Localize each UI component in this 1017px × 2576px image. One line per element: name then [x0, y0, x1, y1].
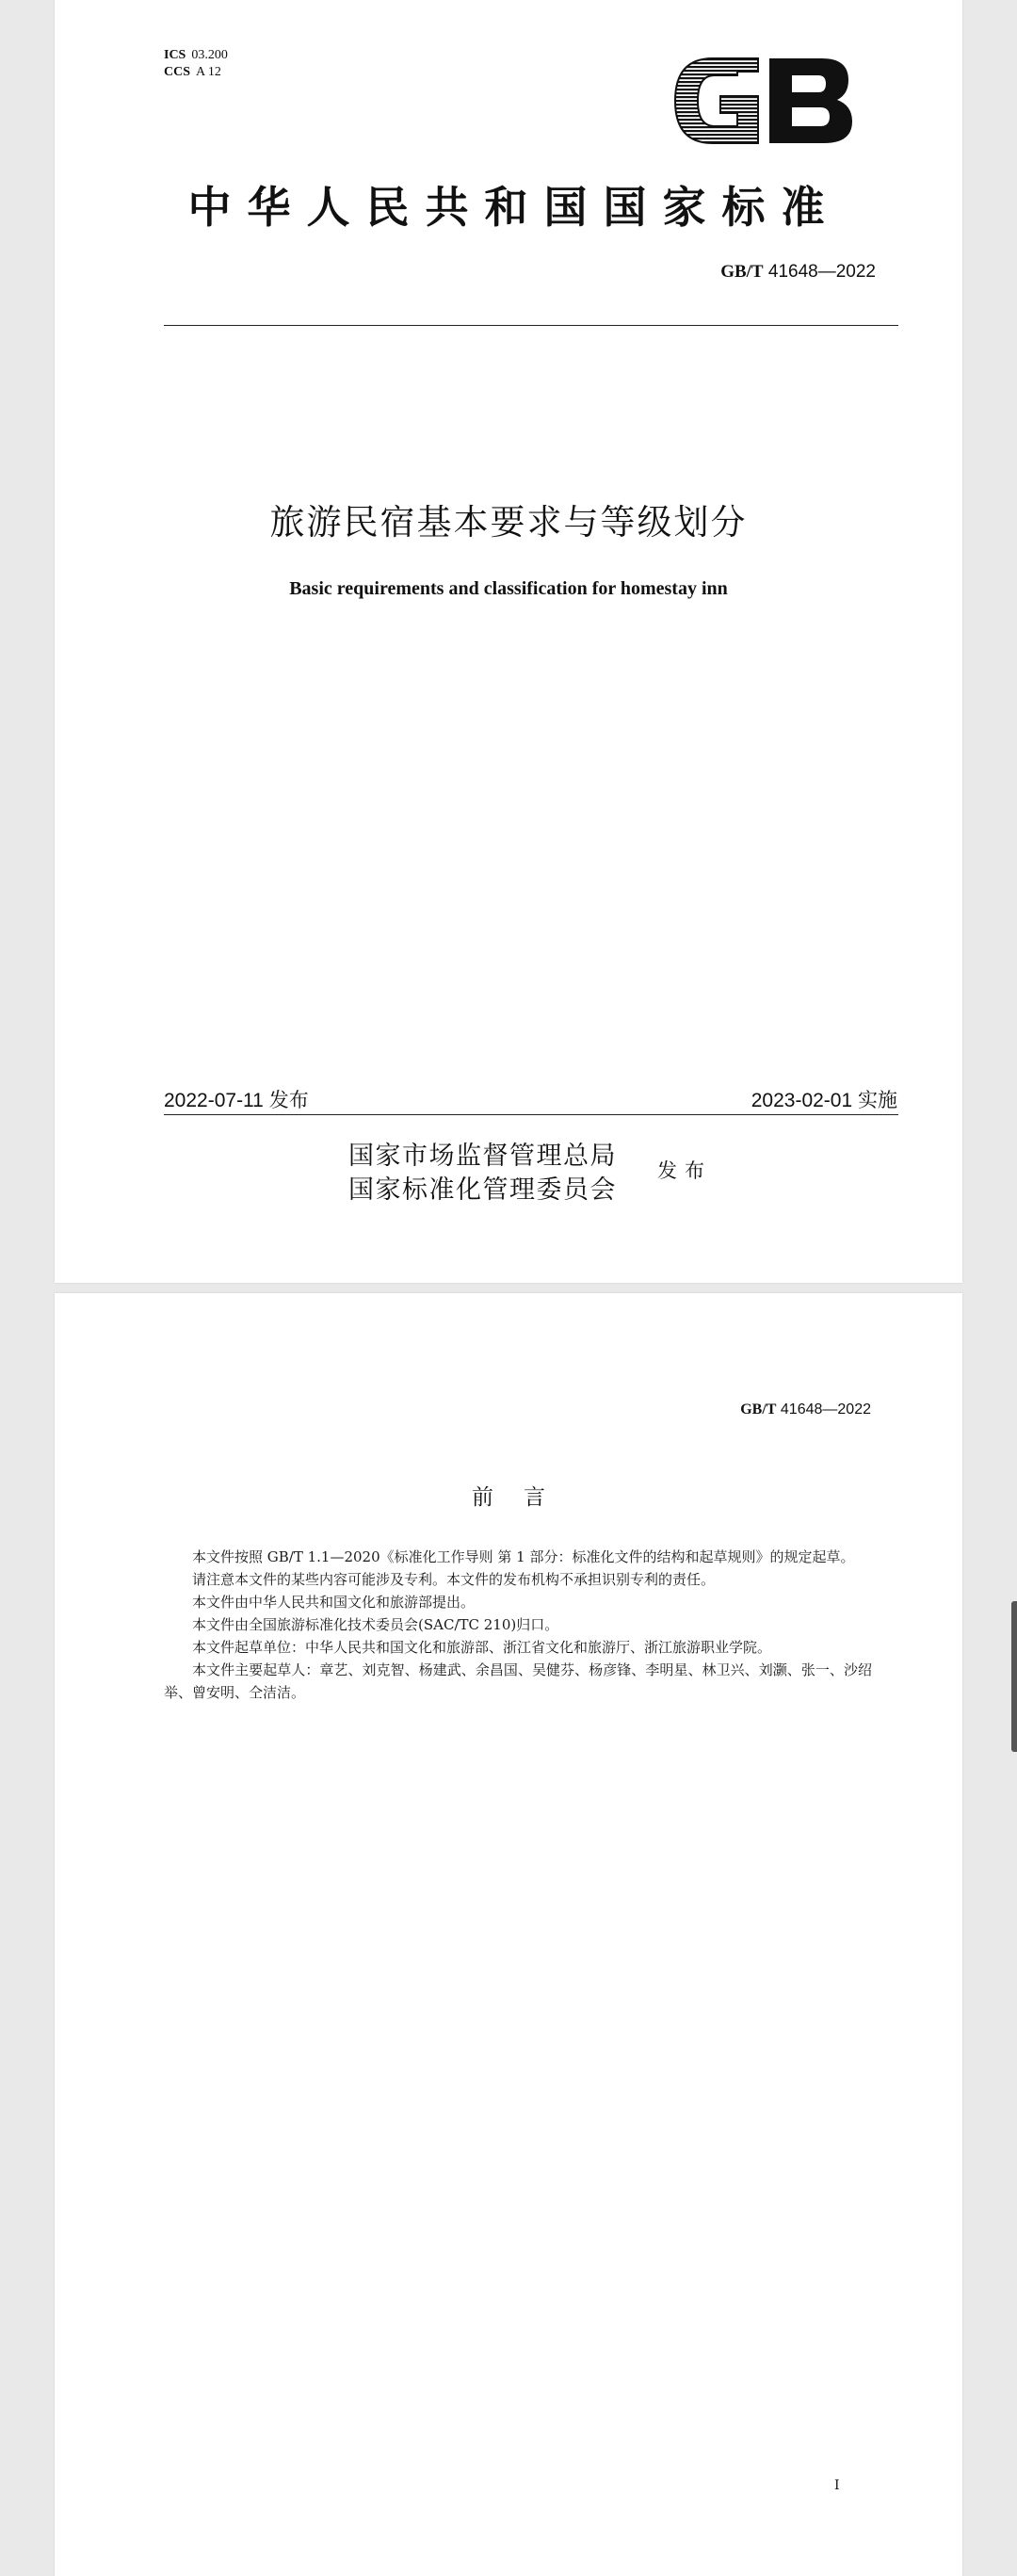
issuing-authorities	[348, 1140, 617, 1207]
issuer-sac: 国家标准化管理委员会	[348, 1175, 617, 1205]
page-number: I	[834, 2478, 840, 2493]
standard-number: GB/T 41648—2022	[720, 262, 876, 282]
paragraph: 本文件按照 GB/T 1.1—2020《标准化工作导则 第 1 部分：标准化文件的结构和起草规则》的规定起草。	[192, 1548, 855, 1565]
publish-date: 2022-07-11 发布	[164, 1090, 309, 1111]
ics-code: ICS 03.200	[164, 48, 228, 62]
paragraph: 本文件主要起草人：章艺、刘克智、杨建武、余昌国、吴健芬、杨彦锋、李明星、林卫兴、刘灏、张一、沙绍举、曾安明、仝洁洁。	[164, 1661, 872, 1701]
preface-heading: 前言	[472, 1485, 575, 1510]
preface-page	[55, 1293, 962, 2576]
paragraph: 本文件由全国旅游标准化技术委员会(SAC/TC 210)归口。	[192, 1616, 559, 1633]
classification-codes	[164, 47, 228, 81]
issuer-samr: 国家市场监督管理总局	[348, 1142, 617, 1171]
footer-divider	[164, 1114, 898, 1115]
cover-page	[55, 0, 962, 1283]
side-panel-handle[interactable]	[1011, 1601, 1017, 1752]
header-divider	[164, 325, 898, 326]
implement-date: 2023-02-01 实施	[751, 1090, 897, 1111]
gb-logo-icon	[671, 55, 856, 147]
page-header-standard-number: GB/T 41648—2022	[740, 1401, 871, 1418]
document-title-zh: 旅游民宿基本要求与等级划分	[269, 502, 748, 543]
preface-body	[164, 1546, 872, 1704]
ccs-code: CCS A 12	[164, 65, 221, 79]
paragraph: 本文件由中华人民共和国文化和旅游部提出。	[192, 1594, 476, 1611]
document-title-en: Basic requirements and classification for homestay inn	[289, 578, 728, 599]
paragraph: 请注意本文件的某些内容可能涉及专利。本文件的发布机构不承担识别专利的责任。	[192, 1571, 716, 1588]
paragraph: 本文件起草单位：中华人民共和国文化和旅游部、浙江省文化和旅游厅、浙江旅游职业学院。	[192, 1639, 772, 1656]
issue-label: 发布	[657, 1159, 712, 1182]
national-standard-title: 中华人民共和国国家标准	[187, 182, 841, 233]
